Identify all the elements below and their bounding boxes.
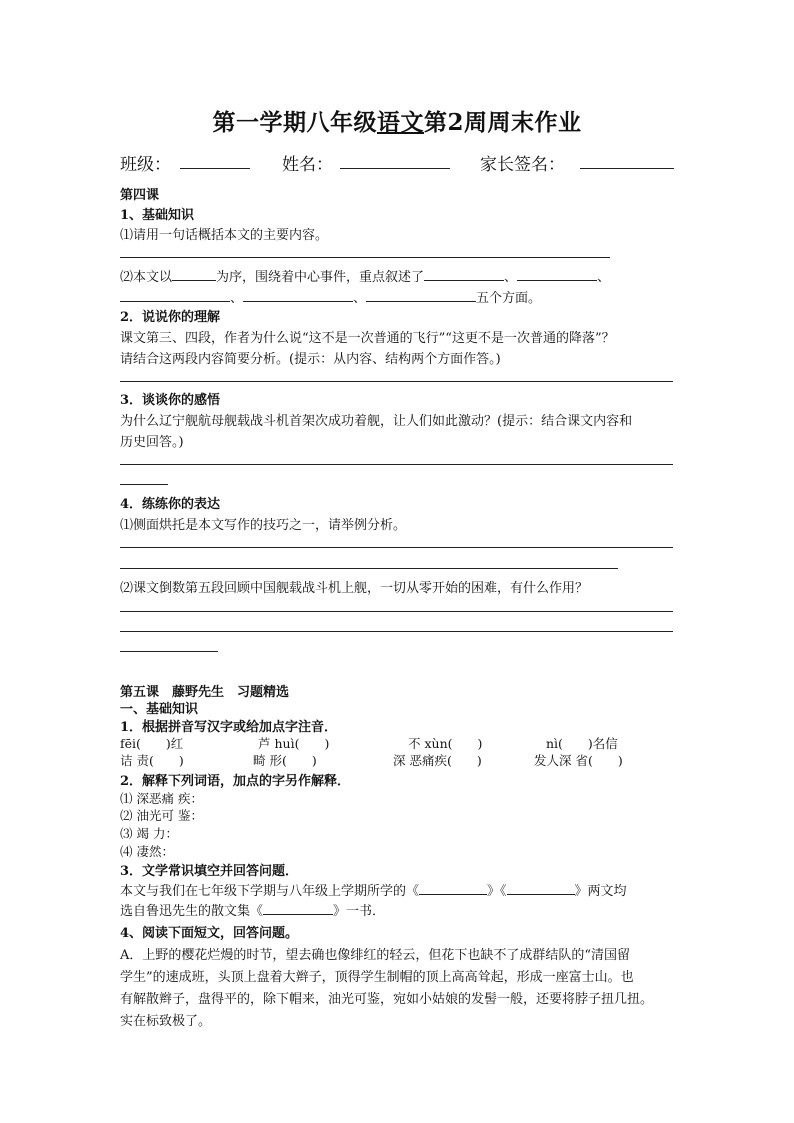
question-literature: 3．文学常识填空并回答问题． [120,864,299,879]
blank[interactable] [172,268,216,281]
pinyin-item: 不 xùn( ) [408,736,483,751]
term-item: ⑵ 油光可 鉴： [120,808,203,823]
answer-line[interactable] [120,568,618,569]
page-title: 第一学期八年级语文第2周周末作业 [212,109,582,136]
section-understanding: 2．说说你的理解 [120,310,221,325]
answer-line[interactable] [120,547,673,548]
pinyin-item: 畸 形( ) [253,753,317,768]
term-item: ⑷ 凄然： [120,844,174,859]
pinyin-item: nì( )名信 [546,736,618,751]
pinyin-item: 发人深 省( ) [534,753,623,768]
question-2-line1: ⑵本文以 为序，围绕着中心事件，重点叙述了 、 、 [120,270,611,285]
passage-line: 学生”的速成班，头顶上盘着大辫子，顶得学生制帽的顶上高高耸起，形成一座富士山。也 [120,970,634,985]
pinyin-item: 深 恶痛疾( ) [393,753,482,768]
blank[interactable] [424,268,504,281]
question-reading: 4、阅读下面短文，回答问题。 [120,926,299,941]
section-4-question-1: ⑴侧面烘托是本文写作的技巧之一，请举例分析。 [120,518,407,533]
part-basic-knowledge: 一、基础知识 [120,702,199,717]
section-4-question-2: ⑵课文倒数第五段回顾中国舰载战斗机上舰，一切从零开始的困难，有什么作用？ [120,581,589,596]
pinyin-item: fēi( )红 [120,736,184,751]
parent-signature-label: 家长签名： [480,155,565,175]
term-item: ⑴ 深恶痛 疾： [120,791,203,806]
term-item: ⑶ 竭 力： [120,826,178,841]
question-explain: 2．解释下列词语，加点的字另作解释． [120,774,351,789]
answer-line[interactable] [120,257,610,258]
answer-line[interactable] [120,651,218,652]
class-label: 班级： [120,155,171,175]
parent-signature-field[interactable] [580,168,674,169]
answer-line[interactable] [120,611,673,612]
section-3-text: 为什么辽宁舰航母舰载战斗机首架次成功着舰，让人们如此激动？(提示：结合课文内容和 [120,414,633,429]
blank[interactable] [120,289,230,302]
blank[interactable] [517,268,597,281]
name-field[interactable] [340,168,450,169]
answer-line[interactable] [120,381,673,382]
lesson5-heading: 第五课 藤野先生 习题精选 [120,685,290,700]
section-reflection: 3．谈谈你的感悟 [120,393,221,408]
section-basic-knowledge: 1、基础知识 [120,208,195,223]
blank[interactable] [366,289,476,302]
question-pinyin: 1．根据拼音写汉字或给加点字注音． [120,720,338,735]
blank[interactable] [507,882,575,895]
pinyin-item: 芦 huì( ) [258,736,330,751]
blank[interactable] [419,882,487,895]
question-2-line2: 、 、 五个方面。 [120,287,541,306]
section-2-text: 课文第三、四段，作者为什么说“这不是一次普通的飞行”“这更不是一次普通的降落”？ [120,331,615,346]
section-2-text: 请结合这两段内容简要分析。(提示：从内容、结构两个方面作答。) [120,352,501,367]
question-1: ⑴请用一句话概括本文的主要内容。 [120,228,329,243]
lesson4-heading: 第四课 [120,188,160,203]
answer-line[interactable] [120,631,673,632]
blank[interactable] [263,902,333,915]
passage-line: 实在标致极了。 [120,1014,212,1029]
answer-line[interactable] [120,464,673,465]
literature-line1: 本文与我们在七年级下学期与八年级上学期所学的《 》《 》两文均 [120,884,627,899]
passage-line: 有解散辫子，盘得平的，除下帽来，油光可鉴，宛如小姑娘的发髻一般，还要将脖子扭几扭。 [120,992,654,1007]
section-expression: 4．练练你的表达 [120,497,221,512]
answer-line[interactable] [120,484,168,485]
passage-line: A．上野的樱花烂熳的时节，望去确也像绯红的轻云，但花下也缺不了成群结队的“清国留 [120,948,631,963]
name-label: 姓名： [282,155,333,175]
pinyin-item: 诘 责( ) [120,753,184,768]
class-field[interactable] [180,168,250,169]
blank[interactable] [243,289,353,302]
section-3-text: 历史回答。) [120,435,184,450]
literature-line2: 选自鲁迅先生的散文集《 》一书． [120,904,386,919]
